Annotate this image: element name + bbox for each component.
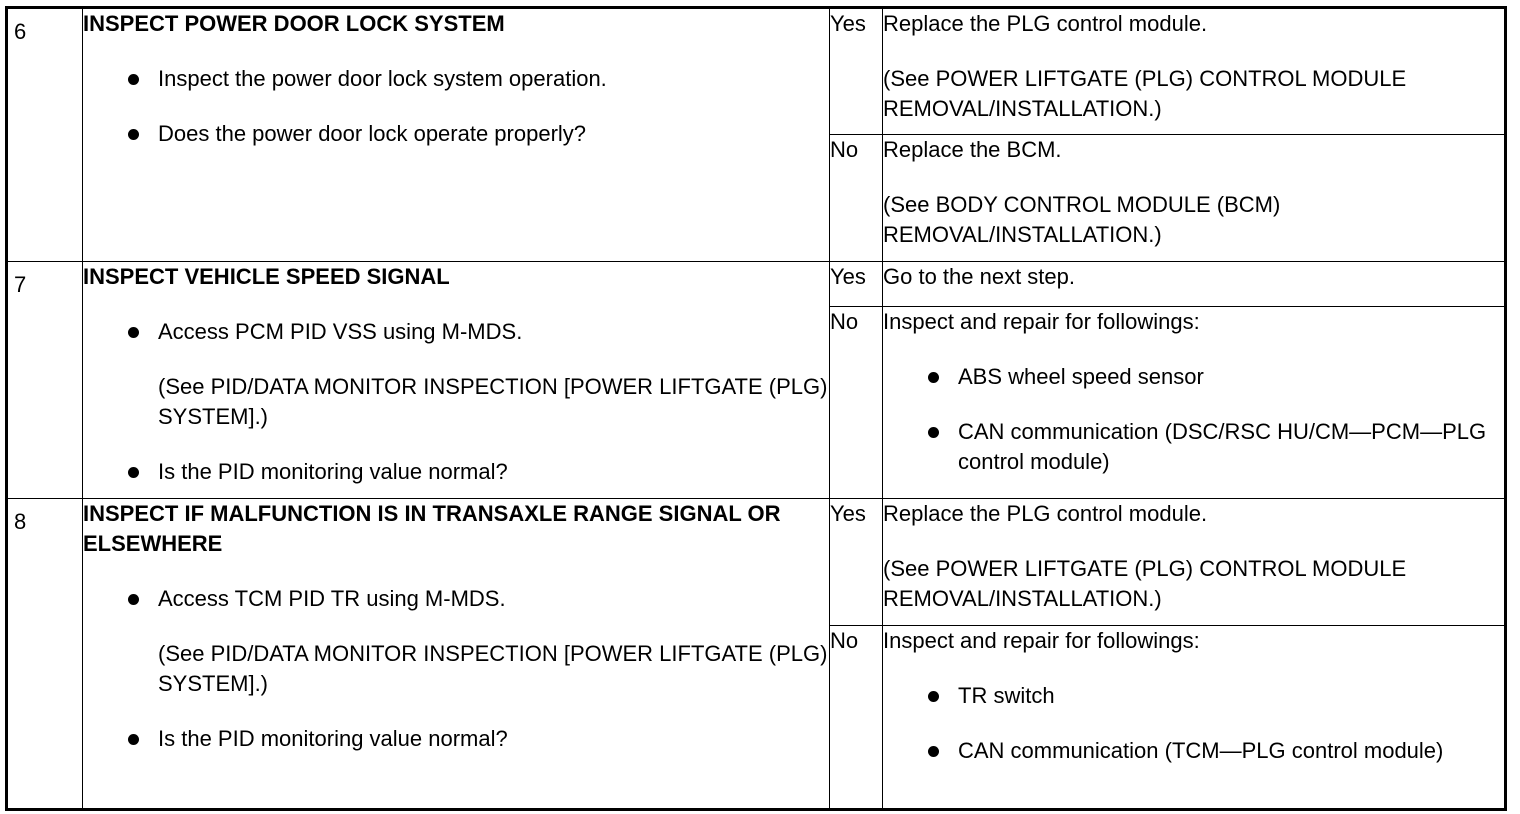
step-number-cell	[7, 262, 83, 499]
repair-bullet: ABS wheel speed sensor	[958, 362, 1504, 392]
reference-note: (See PID/DATA MONITOR INSPECTION [POWER LIFTGATE (PLG) SYSTEM].)	[158, 374, 828, 429]
step-number-cell	[7, 8, 83, 262]
no-label: No	[830, 135, 883, 262]
inspection-bullet-list	[83, 317, 829, 347]
yes-action-cell	[883, 8, 1506, 135]
inspection-bullet: Is the PID monitoring value normal?	[158, 457, 829, 487]
inspection-bullet-list	[83, 584, 829, 614]
step-number-cell	[7, 499, 83, 810]
step-8-yes-row	[7, 499, 1506, 626]
step-7-yes-row	[7, 262, 1506, 307]
inspection-bullet: Inspect the power door lock system operation.	[158, 64, 829, 94]
action-text: Inspect and repair for followings:	[883, 628, 1200, 653]
reference-text: (See BODY CONTROL MODULE (BCM) REMOVAL/INSTALLATION.)	[883, 192, 1281, 247]
step-number: 7	[14, 272, 27, 297]
inspection-title: INSPECT IF MALFUNCTION IS IN TRANSAXLE RANGE SIGNAL OR ELSEWHERE	[83, 501, 781, 556]
yes-label: Yes	[830, 499, 883, 626]
inspection-bullet: Access TCM PID TR using M-MDS.	[158, 584, 829, 614]
inspection-title: INSPECT POWER DOOR LOCK SYSTEM	[83, 11, 505, 36]
no-action-cell	[883, 135, 1506, 262]
no-action-cell	[883, 626, 1506, 810]
procedure-table	[5, 6, 1507, 811]
inspection-bullet: Access PCM PID VSS using M-MDS.	[158, 317, 829, 347]
reference-text: (See POWER LIFTGATE (PLG) CONTROL MODULE REMOVAL/INSTALLATION.)	[883, 66, 1407, 121]
yes-action-cell	[883, 499, 1506, 626]
inspection-bullet-list	[83, 457, 829, 487]
inspection-bullet: Does the power door lock operate properly?	[158, 119, 829, 149]
reference-text: (See POWER LIFTGATE (PLG) CONTROL MODULE REMOVAL/INSTALLATION.)	[883, 556, 1407, 611]
repair-bullet: CAN communication (DSC/RSC HU/CM—PCM—PLG control module)	[958, 417, 1504, 477]
action-text: Go to the next step.	[883, 264, 1076, 289]
repair-bullet: CAN communication (TCM—PLG control module)	[958, 736, 1504, 766]
inspection-bullet-list	[83, 64, 829, 149]
reference-note: (See PID/DATA MONITOR INSPECTION [POWER LIFTGATE (PLG) SYSTEM].)	[158, 641, 828, 696]
yes-action-cell	[883, 262, 1506, 307]
action-text: Inspect and repair for followings:	[883, 309, 1200, 334]
step-number: 8	[14, 509, 27, 534]
yes-label: Yes	[830, 8, 883, 135]
inspection-bullet: Is the PID monitoring value normal?	[158, 724, 829, 754]
no-label: No	[830, 626, 883, 810]
action-text: Replace the PLG control module.	[883, 501, 1208, 526]
yes-label: Yes	[830, 262, 883, 307]
inspection-title: INSPECT VEHICLE SPEED SIGNAL	[83, 264, 450, 289]
inspection-cell	[83, 8, 830, 262]
inspection-cell	[83, 262, 830, 499]
step-6-yes-row	[7, 8, 1506, 135]
no-label: No	[830, 307, 883, 499]
inspection-bullet-list	[83, 724, 829, 754]
inspection-cell	[83, 499, 830, 810]
action-text: Replace the BCM.	[883, 137, 1062, 162]
repair-bullet: TR switch	[958, 681, 1504, 711]
repair-bullet-list	[883, 681, 1504, 766]
action-text: Replace the PLG control module.	[883, 11, 1208, 36]
no-action-cell	[883, 307, 1506, 499]
step-number: 6	[14, 19, 27, 44]
repair-bullet-list	[883, 362, 1504, 477]
